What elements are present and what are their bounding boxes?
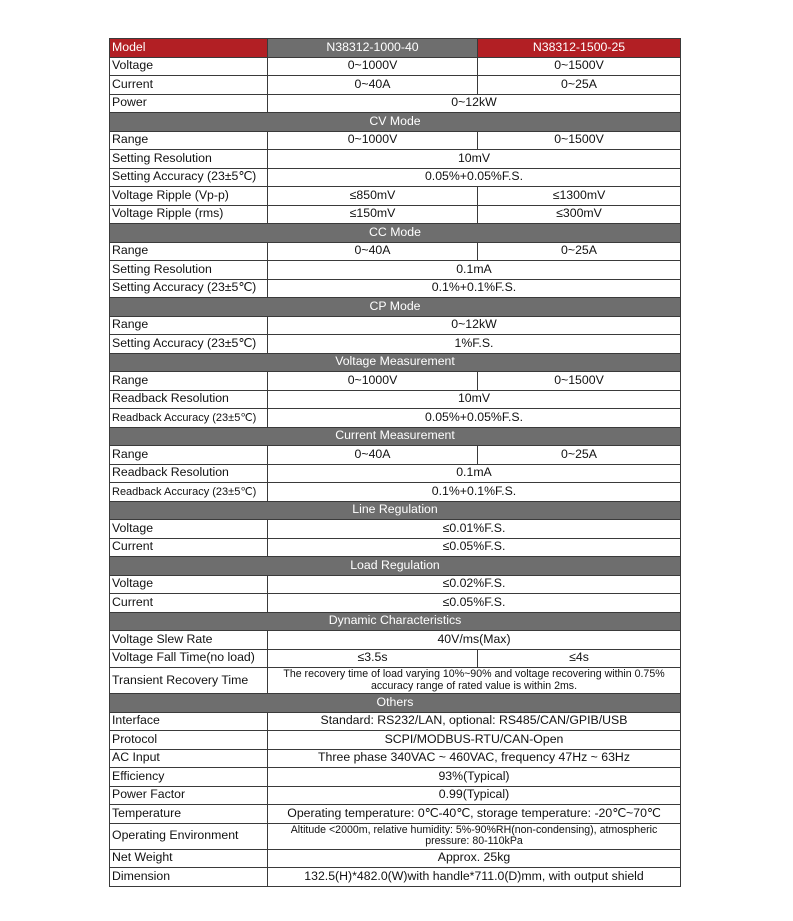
spec-label: Interface — [110, 712, 268, 731]
spec-value: 0.1mA — [268, 464, 681, 483]
spec-label: Setting Accuracy (23±5℃) — [110, 279, 268, 298]
section-title: Dynamic Characteristics — [110, 612, 681, 631]
section-header-row — [110, 612, 681, 631]
spec-row — [110, 261, 681, 280]
spec-row — [110, 868, 681, 887]
spec-row — [110, 575, 681, 594]
spec-value-b: 0~1500V — [478, 372, 681, 391]
header-model-a: N38312-1000-40 — [268, 39, 478, 58]
spec-row — [110, 631, 681, 650]
spec-value: 0.1%+0.1%F.S. — [268, 483, 681, 502]
spec-row — [110, 390, 681, 409]
spec-label: Range — [110, 446, 268, 465]
spec-value-a: 0~1000V — [268, 57, 478, 76]
spec-row — [110, 768, 681, 787]
section-header-row — [110, 694, 681, 713]
spec-label: Voltage — [110, 57, 268, 76]
spec-label: Range — [110, 131, 268, 150]
spec-value: ≤0.01%F.S. — [268, 520, 681, 539]
spec-label: Voltage Slew Rate — [110, 631, 268, 650]
section-header-row — [110, 224, 681, 243]
spec-value-a: 0~40A — [268, 76, 478, 95]
spec-row — [110, 76, 681, 95]
spec-row — [110, 150, 681, 169]
spec-label: Protocol — [110, 731, 268, 750]
spec-label: Readback Resolution — [110, 464, 268, 483]
section-title: Others — [110, 694, 681, 713]
spec-row — [110, 464, 681, 483]
section-title: Line Regulation — [110, 501, 681, 520]
spec-row — [110, 242, 681, 261]
spec-value: 0.05%+0.05%F.S. — [268, 168, 681, 187]
spec-row — [110, 94, 681, 113]
spec-row — [110, 520, 681, 539]
section-header-row — [110, 113, 681, 132]
spec-value: Approx. 25kg — [268, 849, 681, 868]
spec-value: 0~12kW — [268, 316, 681, 335]
spec-value: 0.05%+0.05%F.S. — [268, 409, 681, 428]
spec-value: 132.5(H)*482.0(W)with handle*711.0(D)mm, with output shield — [268, 868, 681, 887]
section-header-row — [110, 353, 681, 372]
spec-row — [110, 849, 681, 868]
spec-label: Range — [110, 316, 268, 335]
spec-row — [110, 594, 681, 613]
spec-row — [110, 409, 681, 428]
spec-row — [110, 279, 681, 298]
spec-row — [110, 187, 681, 206]
spec-label: Setting Accuracy (23±5℃) — [110, 168, 268, 187]
spec-row — [110, 805, 681, 824]
spec-value-a: 0~40A — [268, 446, 478, 465]
spec-label: AC Input — [110, 749, 268, 768]
spec-label: Voltage — [110, 520, 268, 539]
spec-value-b: 0~1500V — [478, 131, 681, 150]
spec-row — [110, 168, 681, 187]
spec-value-b: ≤4s — [478, 649, 681, 668]
spec-value: Standard: RS232/LAN, optional: RS485/CAN/GPIB/USB — [268, 712, 681, 731]
spec-label: Power Factor — [110, 786, 268, 805]
spec-label: Range — [110, 372, 268, 391]
spec-label: Setting Resolution — [110, 261, 268, 280]
spec-label: Readback Resolution — [110, 390, 268, 409]
spec-value-b: 0~25A — [478, 76, 681, 95]
section-title: CC Mode — [110, 224, 681, 243]
spec-row — [110, 712, 681, 731]
spec-label: Operating Environment — [110, 823, 268, 849]
spec-row — [110, 335, 681, 354]
spec-label: Dimension — [110, 868, 268, 887]
spec-label: Temperature — [110, 805, 268, 824]
spec-row — [110, 483, 681, 502]
spec-value-b: ≤1300mV — [478, 187, 681, 206]
spec-label: Readback Accuracy (23±5℃) — [110, 409, 268, 428]
section-header-row — [110, 557, 681, 576]
section-title: CP Mode — [110, 298, 681, 317]
spec-row — [110, 786, 681, 805]
header-model-label: Model — [110, 39, 268, 58]
section-title: Voltage Measurement — [110, 353, 681, 372]
spec-row — [110, 823, 681, 849]
spec-value: ≤0.05%F.S. — [268, 538, 681, 557]
section-title: CV Mode — [110, 113, 681, 132]
spec-row — [110, 131, 681, 150]
spec-label: Net Weight — [110, 849, 268, 868]
spec-value-b: ≤300mV — [478, 205, 681, 224]
spec-value-a: ≤150mV — [268, 205, 478, 224]
spec-row — [110, 372, 681, 391]
spec-row — [110, 649, 681, 668]
spec-row — [110, 446, 681, 465]
spec-label: Current — [110, 594, 268, 613]
spec-value: 0~12kW — [268, 94, 681, 113]
spec-value-b: 0~1500V — [478, 57, 681, 76]
spec-label: Setting Resolution — [110, 150, 268, 169]
spec-label: Voltage Fall Time(no load) — [110, 649, 268, 668]
spec-value: Three phase 340VAC ~ 460VAC, frequency 47Hz ~ 63Hz — [268, 749, 681, 768]
spec-label: Readback Accuracy (23±5℃) — [110, 483, 268, 502]
spec-row — [110, 749, 681, 768]
spec-table-body — [110, 39, 681, 887]
spec-value: 1%F.S. — [268, 335, 681, 354]
spec-value: ≤0.02%F.S. — [268, 575, 681, 594]
spec-value: Altitude <2000m, relative humidity: 5%-90%RH(non-condensing), atmospheric pressure: 80-110kPa — [268, 823, 681, 849]
spec-value: 10mV — [268, 390, 681, 409]
spec-value: 93%(Typical) — [268, 768, 681, 787]
spec-value-b: 0~25A — [478, 242, 681, 261]
section-header-row — [110, 501, 681, 520]
spec-label: Current — [110, 538, 268, 557]
spec-value-a: 0~1000V — [268, 131, 478, 150]
spec-row — [110, 316, 681, 335]
spec-value: Operating temperature: 0℃-40℃, storage temperature: -20℃~70℃ — [268, 805, 681, 824]
spec-label: Voltage — [110, 575, 268, 594]
spec-row — [110, 668, 681, 694]
spec-label: Power — [110, 94, 268, 113]
section-header-row — [110, 298, 681, 317]
spec-value: The recovery time of load varying 10%~90% and voltage recovering within 0.75% accuracy range of rated value is within 2ms. — [268, 668, 681, 694]
table-header-row — [110, 39, 681, 58]
spec-row — [110, 57, 681, 76]
spec-value: 10mV — [268, 150, 681, 169]
spec-label: Current — [110, 76, 268, 95]
spec-value: 40V/ms(Max) — [268, 631, 681, 650]
spec-value-a: 0~40A — [268, 242, 478, 261]
section-title: Current Measurement — [110, 427, 681, 446]
spec-label: Transient Recovery Time — [110, 668, 268, 694]
spec-value: 0.99(Typical) — [268, 786, 681, 805]
header-model-b: N38312-1500-25 — [478, 39, 681, 58]
spec-label: Range — [110, 242, 268, 261]
spec-table — [109, 38, 681, 887]
spec-value: 0.1mA — [268, 261, 681, 280]
spec-row — [110, 538, 681, 557]
spec-value-b: 0~25A — [478, 446, 681, 465]
spec-value-a: ≤3.5s — [268, 649, 478, 668]
spec-value-a: ≤850mV — [268, 187, 478, 206]
spec-value: SCPI/MODBUS-RTU/CAN-Open — [268, 731, 681, 750]
section-title: Load Regulation — [110, 557, 681, 576]
spec-row — [110, 731, 681, 750]
spec-label: Voltage Ripple (rms) — [110, 205, 268, 224]
spec-value: ≤0.05%F.S. — [268, 594, 681, 613]
spec-row — [110, 205, 681, 224]
spec-value-a: 0~1000V — [268, 372, 478, 391]
spec-value: 0.1%+0.1%F.S. — [268, 279, 681, 298]
spec-label: Setting Accuracy (23±5℃) — [110, 335, 268, 354]
spec-label: Efficiency — [110, 768, 268, 787]
spec-label: Voltage Ripple (Vp-p) — [110, 187, 268, 206]
section-header-row — [110, 427, 681, 446]
